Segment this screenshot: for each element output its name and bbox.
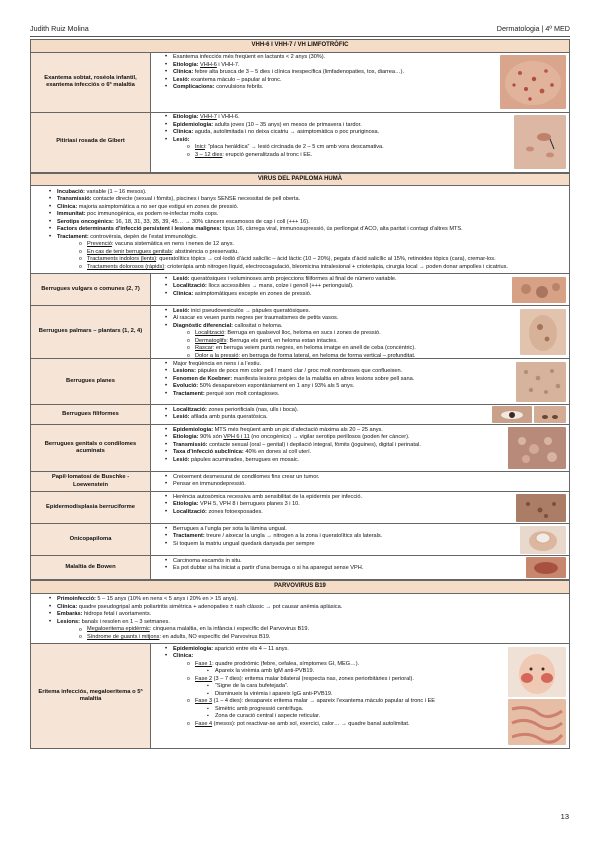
list-item: • Serotips oncogènics: 16, 18, 31, 33, 35, 39, 45… → 30% càncers escamosos de cap i coll (+++ 16). xyxy=(49,219,565,226)
list-item: • Factors determinants d’infecció persistent i lesions malignes: tipus 16, càrrega viral, immunosupressió, ús perllongat d’ACO, alta paritat i contagi d’altres MTS. xyxy=(49,226,565,233)
list-item: • Embaràs: hidrops fetal i avortaments. xyxy=(49,611,565,618)
list-subitem: o Prevenció: vacuna sistemàtica en nens i nenes de 12 anys. xyxy=(79,241,565,248)
list-item: • Lesió: afilada amb punta queratòsica. xyxy=(165,414,488,421)
list-item: • Taxa d’infecció subclínica: 40% en dones al coll uterí. xyxy=(165,449,504,456)
eritema-face-photo xyxy=(508,647,566,697)
vulgars-photo xyxy=(512,277,566,303)
row-berrugues-genitals xyxy=(31,425,569,472)
row-label: Berrugues palmars – plantars (1, 2, 4) xyxy=(31,306,151,358)
list-item: • Localització: zones periorificials (nas, ulls i boca). xyxy=(165,407,488,414)
row-content xyxy=(165,473,566,488)
list-item: • Fenomen de Koebner: manifesta lesions pròpies de la malaltia en altres lesions sobre pell sana. xyxy=(165,376,512,383)
list-item: • Etiologia: VHH-6 i VHH-7. xyxy=(165,62,496,69)
row-content xyxy=(165,54,496,92)
list-item: • Lesions: pàpules de pocs mm color pell / marró clar / groc molt nombroses que conflueixen. xyxy=(165,368,512,375)
list-item: • Localització: zones fotoexposades. xyxy=(165,509,512,516)
list-subitem: o Inici: “placa heràldica” → lesió circinada de 2 – 5 cm amb vora descamativa. xyxy=(187,144,510,151)
list-item: • Si toquem la matriu ungual quedarà danyada per sempre xyxy=(165,541,516,548)
list-subitem: o Fase 2 (3 – 7 dies): eritema malar bilateral (respecta nas, zones periorbitàries i perioral). xyxy=(187,676,504,683)
row-pitiriasi xyxy=(31,113,569,173)
list-item: • Epidemiologia: adults joves (10 – 35 anys) en mesos de primavera i tardor. xyxy=(165,122,510,129)
parvo-general xyxy=(31,594,569,644)
bowen-photo xyxy=(526,557,566,578)
list-subsubitem: ▪ “Signe de la cara bufetejada”. xyxy=(207,683,504,690)
list-item: • Epidemiologia: aparició entre els 4 – 11 anys. xyxy=(165,646,504,653)
list-item: • Transmissió: contacte sexual (oral – genital) i depilació integral, fòmits (joguines), digital i perinatal. xyxy=(165,442,504,449)
list-item: • Clínica: aguda, autolimitada i no deixa cicatriu → asimptomàtica o poc pruriginosa. xyxy=(165,129,510,136)
list-item: • Transmissió: contacte directe (sexual i fòmits), piscines i banys SENSE necessitat de pell oberta. xyxy=(49,196,565,203)
row-berrugues-vulgars xyxy=(31,274,569,306)
list-item: • Etiologia: 90% són VPH 6 i 11 (no oncogènics) → vigilar serotips perillosos (poden fer càncer). xyxy=(165,434,504,441)
list-item: • Tractament: perquè son molt contagioses. xyxy=(165,391,512,398)
list-subitem: o Megaloeritema epidèrmic: cinquena malaltia, en la infància i específic del Parvovirus B19. xyxy=(79,626,565,633)
row-label: Berrugues planes xyxy=(31,359,151,404)
page-header xyxy=(30,24,570,36)
list-subitem: o 3 – 12 dies: erupció generalitzada al tronc i EE. xyxy=(187,152,510,159)
list-subitem: o Fase 1: quadre prodròmic (febre, cefalea, símptomes GI, MEG…). xyxy=(187,661,504,668)
row-label: Eritema infecciós, megaloeritema o 5ª malaltia xyxy=(31,644,151,748)
list-item: • Berrugues a l’ungla per sota la làmina ungual. xyxy=(165,526,516,533)
header-divider xyxy=(30,36,570,37)
list-item: • Clínica: majoria asimptomàtica a no ser que estigui en zones de pressió. xyxy=(49,204,565,211)
list-item: • Evolució: 50% desapareixen espontàniament en 1 any i 93% als 5 anys. xyxy=(165,383,512,390)
list-item: • Creixement desmesurat de condilomes fins crear un tumor. xyxy=(165,474,566,481)
list-item: • Es pot dubtar si ha iniciat a partir d’una berruga o si ha aparegut sense VPH. xyxy=(165,565,522,572)
row-berrugues-palmars xyxy=(31,306,569,359)
list-subitem: o En cas de tenir berrugues genitals: abstinència o preservatiu. xyxy=(79,249,565,256)
list-item: • Etiologia: VPH 5, VPH 8 i berrugues planes 3 i 10. xyxy=(165,501,512,508)
row-label: Exantema sobtat, roséola infantil, exantema infecciós o 6ª malaltia xyxy=(31,53,151,112)
list-item: • Tractament: controvèrsia, depèn de l’estat immunològic. xyxy=(49,234,565,241)
row-label: Malaltia de Bowen xyxy=(31,556,151,579)
list-subitem: o Tractaments dolorosos (ràpids): crioteràpia amb nitrogen líquid, electrocoagulació, bleomicina intralesional + crioteràpia, cirurgia local → poden donar ampolles i cicatrius. xyxy=(79,264,565,271)
row-label: Berrugues vulgars o comunes (2, 7) xyxy=(31,274,151,305)
list-item: • Etiologia: VHH-7 i VHH-6. xyxy=(165,114,510,121)
list-item: • Lesió: inici pseudovesiculós → pàpules queratòsiques. xyxy=(165,308,516,315)
row-label: Papil·lomatosi de Buschke - Loewenstein xyxy=(31,472,151,491)
list-item: • Pensar en immunodepressió. xyxy=(165,481,566,488)
row-label: Berrugues genitals o condilomes acuminats xyxy=(31,425,151,471)
eritema-arm-photo xyxy=(508,699,566,745)
list-item: • Carcinoma escamós in situ. xyxy=(165,558,522,565)
notes-table xyxy=(30,39,570,749)
list-item: • Lesió: exantema màculo – papular al tronc. xyxy=(165,77,496,84)
pitiriasi-photo xyxy=(514,115,566,169)
row-content xyxy=(165,275,508,298)
row-content xyxy=(165,557,522,572)
list-item: • Incubació: variable (1 – 16 mesos). xyxy=(49,189,565,196)
row-label: Epidermodisplasia berruciforme xyxy=(31,492,151,523)
list-item: • Lesions: banals i resolen en 1 – 3 setmanes. xyxy=(49,619,565,626)
row-content xyxy=(165,426,504,464)
list-item: • Lesió: xyxy=(165,137,510,144)
list-item: • Clínica: febre alta brusca de 3 – 5 dies i clínica inespecífica (limfadenopaties, tos, diarrea…). xyxy=(165,69,496,76)
row-epidermodisplasia xyxy=(31,492,569,524)
list-subitem: o Dolor a la pressió: en berruga de forma lateral, en heloma de forma vertical – profunditat. xyxy=(187,353,516,360)
list-item: • Diagnòstic diferencial: callositat o heloma. xyxy=(165,323,516,330)
list-subitem: o Síndrome de guants i mitjons: en adults, NO específic del Parvovirus B19. xyxy=(79,634,565,641)
row-exantema-sobtat xyxy=(31,53,569,113)
list-subitem: o Localització: Berruga en qualsevol lloc, heloma en sucs i zones de pressió. xyxy=(187,330,516,337)
author-name: Judith Ruiz Molina xyxy=(30,24,89,33)
section-title-vhh: VHH-6 I VHH-7 / VH LIMFOTRÒFIC xyxy=(31,40,569,53)
onicopapiloma-photo xyxy=(520,526,566,554)
list-item: • Al rascar es veuen punts negres per traumatismes de petits vasos. xyxy=(165,315,516,322)
planes-photo xyxy=(516,362,566,402)
list-subsubitem: ▪ Zona de curació central i aspecte reticular. xyxy=(207,713,504,720)
section-title-parvovirus: PARVOVIRUS B19 xyxy=(31,580,569,594)
row-berrugues-planes xyxy=(31,359,569,405)
list-item: • Lesió: queratòsiques i voluminoses amb projeccions filiformes al final de número variable. xyxy=(165,276,508,283)
list-subitem: o Fase 4 (mesos): pot reactivar-se amb sol, exercici, calor… → quadre banal autolimitat. xyxy=(187,721,504,728)
condilomes-photo xyxy=(508,427,566,469)
row-content xyxy=(165,493,512,516)
list-item: • Exantema infecciós més freqüent en lactants < 2 anys (30%). xyxy=(165,54,496,61)
page-number: 13 xyxy=(560,812,569,822)
exantema-photo xyxy=(500,55,566,109)
row-content xyxy=(165,307,516,360)
plantar-photo xyxy=(520,309,566,355)
row-content xyxy=(165,360,512,398)
row-onicopapiloma xyxy=(31,524,569,556)
list-subsubitem: ▪ Simètric amb progressió centrífuga. xyxy=(207,706,504,713)
list-item: • Tractament: treure / aixecar la ungla → nitrogen a la zona i queratolítics als laterals. xyxy=(165,533,516,540)
row-eritema-infeccios xyxy=(31,644,569,748)
list-item: • Immunitat: poc immunogènica, es podem re-infectar molts cops. xyxy=(49,211,565,218)
row-label: Pitiriasi rosada de Gibert xyxy=(31,113,151,172)
list-item: • Lesió: pàpules acuminades, berrugues en mosaic. xyxy=(165,457,504,464)
course-name: Dermatologia | 4º MED xyxy=(496,24,570,33)
row-berrugues-filiformes xyxy=(31,405,569,425)
list-item: • Localització: llocs accessibles → mans, colze i genoll (+++ perionguial). xyxy=(165,283,508,290)
list-item: • Clínica: asimptomàtiques excepte en zones de pressió. xyxy=(165,291,508,298)
list-subitem: o Fase 3 (1 – 4 dies): desapareix eritema malar → apareix l’exantema màculo papular al tronc i EE xyxy=(187,698,504,705)
row-content xyxy=(165,525,516,548)
epidermodisplasia-photo xyxy=(516,494,566,522)
list-subitem: o Dermatoglifs: Berruga els perd, en heloma estan intactes. xyxy=(187,338,516,345)
list-subsubitem: ▪ Apareix la virèmia amb IgM anti-PVB19. xyxy=(207,668,504,675)
list-subsubitem: ▪ Disminueix la virèmia i apareix IgG anti-PVB19. xyxy=(207,691,504,698)
filiformes-nose-photo xyxy=(534,406,566,423)
list-subitem: o Rascar: en berruga veiem punts negres, en heloma imatge en anell de ceba (concèntric). xyxy=(187,345,516,352)
row-content xyxy=(165,406,488,421)
row-content xyxy=(165,114,510,159)
list-item: • Primoinfecció: 5 – 15 anys (10% en nens < 5 anys i 20% en > 15 anys). xyxy=(49,596,565,603)
list-item: • Epidemiologia: MTS més freqüent amb un pic d’afectació màxima als 20 – 25 anys. xyxy=(165,427,504,434)
list-item: • Major freqüència en nens i a l’estiu. xyxy=(165,361,512,368)
row-papil-lomatosi xyxy=(31,472,569,492)
list-item: • Clínica: xyxy=(165,653,504,660)
vph-general xyxy=(31,186,569,274)
list-item: • Herència autosòmica recessiva amb sensibilitat de la epidermis per infecció. xyxy=(165,494,512,501)
list-item: • Clínica: quadre pseudogripal amb poliartritis simètrica + adenopaties ± rash clàssic → pot causar anèmia aplàsica. xyxy=(49,604,565,611)
row-label: Onicopapiloma xyxy=(31,524,151,555)
list-subitem: o Tractaments indolors (lents): queratolítics tòpics → col·lodió d’àcid salicílic – àcid làctic (10 – 20%), pegats d’àcid salicílic al 15%, retinoides tòpics (cara), cremar-los. xyxy=(79,256,565,263)
row-malaltia-bowen xyxy=(31,556,569,580)
filiformes-eye-photo xyxy=(492,406,532,423)
row-content xyxy=(165,645,504,728)
section-title-vph: VIRUS DEL PAPILOMA HUMÀ xyxy=(31,173,569,187)
row-label: Berrugues filiformes xyxy=(31,405,151,424)
list-item: • Complicacions: convulsions febrils. xyxy=(165,84,496,91)
